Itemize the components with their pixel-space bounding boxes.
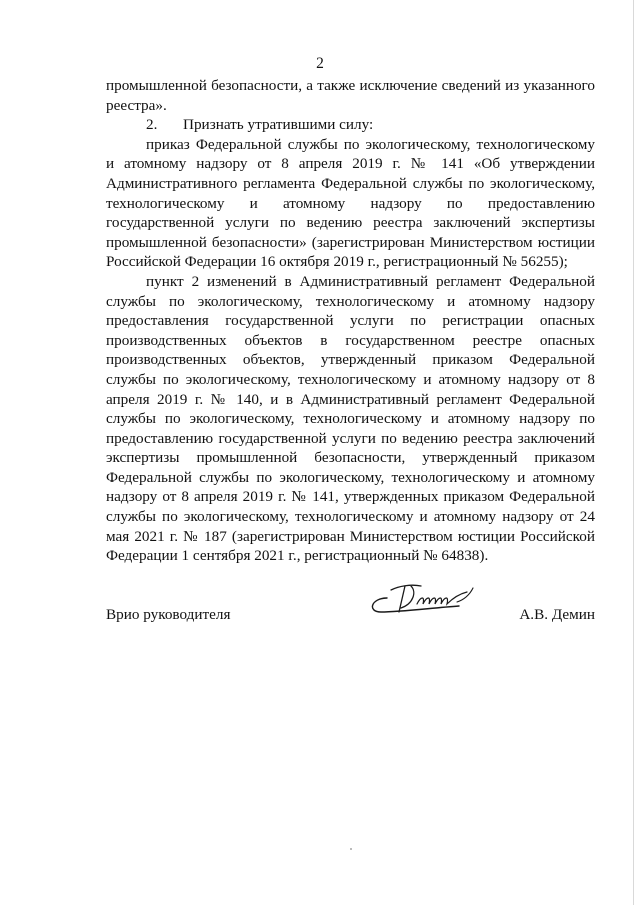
paragraph-continuation: промышленной безопасности, а также исключение сведений из указанного реестра». xyxy=(106,77,595,114)
item-text: Признать утратившими силу: xyxy=(183,116,374,134)
scan-edge-line xyxy=(633,0,634,905)
handwritten-signature xyxy=(361,582,481,622)
paragraph-amendments: пункт 2 изменений в Административный регламент Федеральной службы по экологическому, технологическому и атомному надзору предоставления государственной услуги по регистрации опасных производственных объектов в государственном реестре опасных производственных объектов, утвержденный приказом Федеральной службы по экологическому, технологическому и атомному надзору от 8 апреля 2019 г. № 140, и в Административный регламент Федеральной службы по экологическому, технологическому и атомному надзору по предоставлению государственной услуги по ведению реестра заключений экспертизы промышленной безопасности, утвержденный приказом Федеральной службы по экологическому, технологическому и атомному надзору от 8 апреля 2019 г. № 141, утвержденных приказом Федеральной службы по экологическому, технологическому и атомному надзору от 24 мая 2021 г. № 187 (зарегистрирован Министерством юстиции Российской Федерации 1 сентября 2021 г., регистрационный № 64838). xyxy=(106,272,595,565)
signer-name: А.В. Демин xyxy=(519,606,595,623)
document-body xyxy=(106,76,595,566)
paragraph-order-141: приказ Федеральной службы по экологическому, технологическому и атомному надзору от 8 апреля 2019 г. № 141 «Об утверждении Административного регламента Федеральной службы по экологическому, технологическому и атомному надзору по предоставлению государственной услуги по ведению реестра заключений экспертизы промышленной безопасности» (зарегистрирован Министерством юстиции Российской Федерации 16 октября 2019 г., регистрационный № 56255); xyxy=(106,135,595,271)
page-number: 2 xyxy=(316,55,324,72)
paragraph-item-2 xyxy=(106,115,595,135)
signer-title: Врио руководителя xyxy=(106,606,231,623)
scan-speck xyxy=(350,848,352,850)
item-number: 2. xyxy=(146,116,158,134)
signature-block xyxy=(106,606,595,628)
